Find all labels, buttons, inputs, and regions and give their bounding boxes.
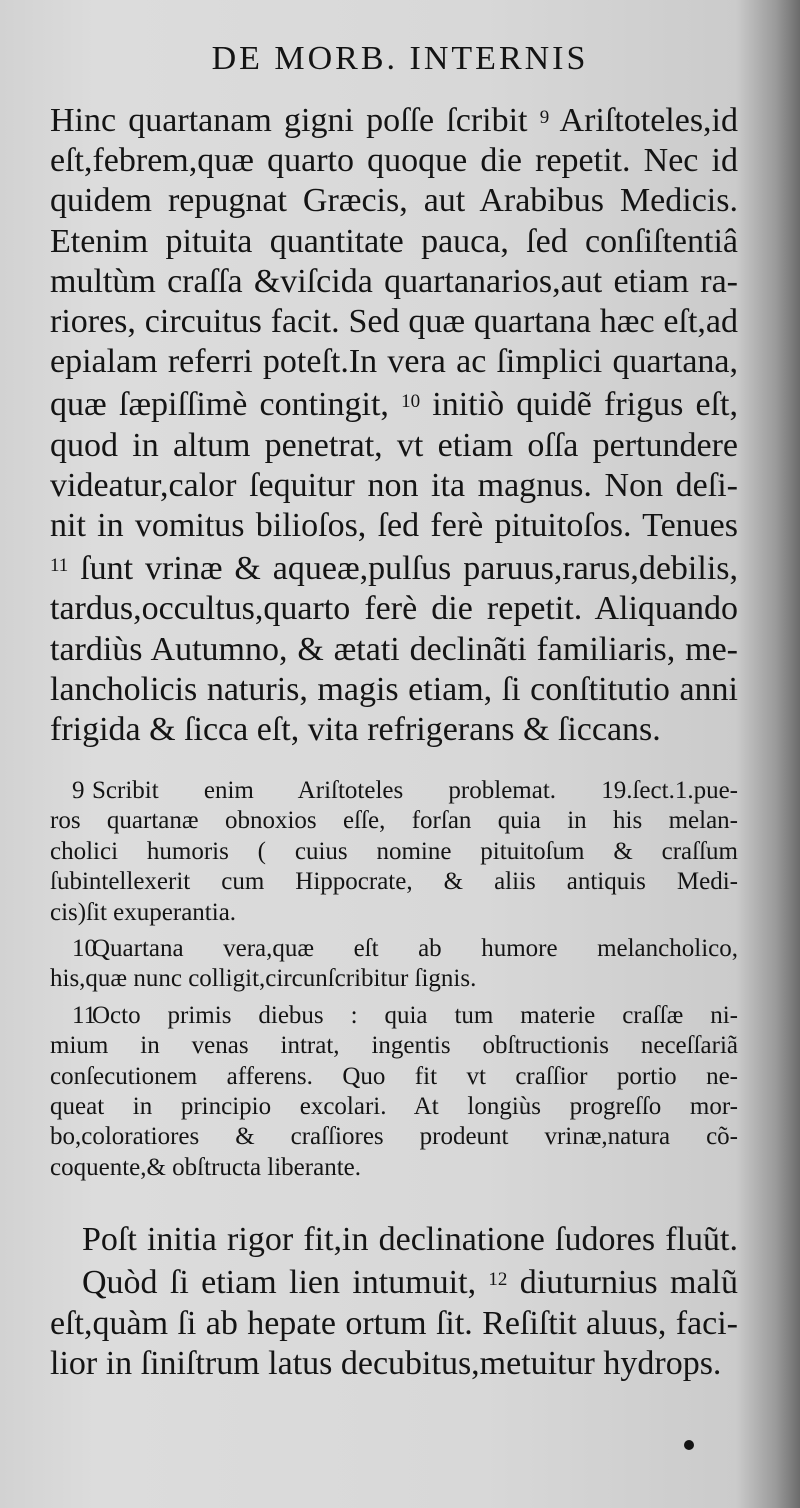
text-line: $^{11}$ ſunt vrinæ & aqueæ,pulſus paruus,rarus,debilis, [50, 550, 738, 588]
text-line: Quòd ſi etiam lien intumuit, $^{12}$ diuturnius malũ [82, 1264, 738, 1302]
text-line: eſt,quàm ſi ab hepate ortum ſit. Reſiſtit aluus, faci- [50, 1304, 738, 1342]
note-number: 10 [72, 935, 97, 963]
text-line: Hinc quartanam gigni poſſe ſcribit $^9$ Ariſtoteles,id [50, 102, 739, 139]
main-text-block [50, 98, 738, 750]
note-line: coquente,& obſtructa liberante. [50, 1153, 361, 1181]
note-line: bo,coloratiores & craſſiores prodeunt vrinæ,natura cõ- [50, 1123, 738, 1151]
text-line: videatur,calor ſequitur non ita magnus. Non deſi- [50, 466, 738, 504]
note-line: queat in principio excolari. At longiùs progreſſo mor- [50, 1093, 738, 1121]
note-9: 9 Scribit enim Ariſtoteles problemat. 19.ſect.1.pue- ros quartanæ obnoxios eſſe, forſan quia in his melan- cholici humoris ( cuius nomine pituitoſum & craſſum ſubintellexerit cum Hippocrate, & aliis antiquis Medi- cis)ſit exuperantia. [50, 776, 738, 928]
note-number: 9 [72, 777, 85, 804]
text-line: quod in altum penetrat, vt etiam oſſa pertundere [50, 426, 738, 464]
footnote-ref: 10 [401, 391, 421, 413]
note-line: mium in venas intrat, ingentis obſtructionis neceſſariã [50, 1032, 738, 1060]
text-line: tardus,occultus,quarto ferè die repetit. Aliquando [50, 590, 738, 628]
ink-dot [684, 1440, 694, 1450]
text-line: lancholicis naturis, magis etiam, ſi conſtitutio anni [50, 670, 738, 708]
text-line: frigida & ſicca eſt, vita refrigerans & ſiccans. [50, 711, 661, 749]
text-line: epialam referri poteſt.In vera ac ſimplici quartana, [50, 343, 738, 381]
note-11: 11Octo primis diebus : quia tum materie craſſæ ni- mium in venas intrat, ingentis obſtructionis neceſſariã conſecutionem afferens. Quo fit vt craſſior portio ne- queat in principio excolari. At longiùs progreſſo mor- bo,coloratiores & craſſiores prodeunt vrinæ,natura cõ- coquente,& obſtructa liberante. [50, 1001, 738, 1183]
text-line: eſt,febrem,quæ quarto quoque die repetit. Nec id [50, 142, 738, 180]
note-line: conſecutionem afferens. Quo fit vt craſſior portio ne- [50, 1062, 738, 1090]
text-line: Etenim pituita quantitate pauca, ſed conſiſtentiâ [50, 222, 738, 260]
closing-text-block [50, 1220, 738, 1385]
text-line: quæ ſæpiſſimè contingit, $^{10}$ initiò quidẽ frigus eſt, [50, 386, 738, 424]
text-line: multùm craſſa &viſcida quartanarios,aut etiam ra- [50, 262, 738, 300]
note-number: 11 [72, 1001, 97, 1029]
footnote-ref: 12 [488, 1269, 508, 1291]
footnote-ref: 9 [539, 107, 550, 128]
note-line: ros quartanæ obnoxios eſſe, forſan quia in his melan- [50, 807, 738, 835]
text-line: nit in vomitus bilioſos, ſed ferè pituitoſos. Tenues [50, 507, 738, 545]
text-line: quidem repugnat Græcis, aut Arabibus Medicis. [50, 182, 738, 220]
note-line: his,quæ nunc colligit,circunſcribitur ſignis. [50, 965, 477, 993]
text-line: tardiùs Autumno, & ætati declinãti familiaris, me- [50, 630, 738, 668]
note-10: 10Quartana vera,quæ eſt ab humore melancholico, his,quæ nunc colligit,circunſcribitur ſignis. [50, 934, 738, 995]
text-line: Poſt initia rigor fit,in declinatione ſudores fluũt. [82, 1221, 738, 1258]
text-line: riores, circuitus facit. Sed quæ quartana hæc eſt,ad [50, 303, 738, 341]
running-head: DE MORB. INTERNIS [211, 40, 589, 77]
note-line: cis)ſit exuperantia. [50, 898, 237, 926]
note-line: ſubintellexerit cum Hippocrate, & aliis antiquis Medi- [50, 868, 738, 896]
text-line: lior in ſiniſtrum latus decubitus,metuitur hydrops. [50, 1345, 722, 1383]
marginal-notes [50, 776, 738, 1189]
footnote-ref: 11 [50, 555, 69, 577]
note-line: cholici humoris ( cuius nomine pituitoſum & craſſum [50, 837, 738, 865]
